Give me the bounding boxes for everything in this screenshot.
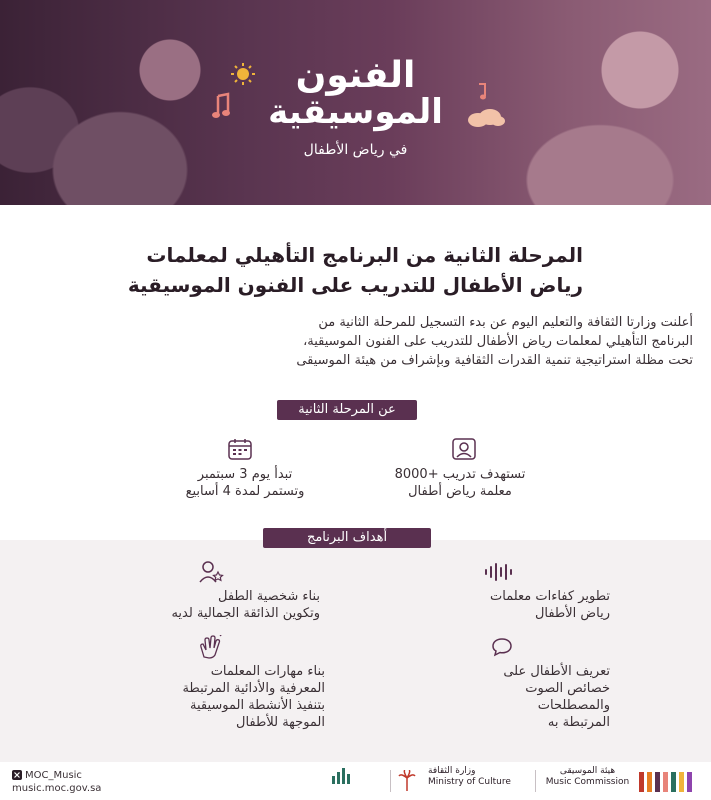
goal-2-line2: وتكوين الذائقة الجمالية لديه <box>171 606 320 621</box>
goal-3-line2: خصائص الصوت <box>525 681 610 696</box>
goal-2-line1: بناء شخصية الطفل <box>218 589 320 604</box>
goal-4-line1: بناء مهارات المعلمات <box>210 664 325 679</box>
goal-child-personality <box>85 588 320 622</box>
goal-1-line2: رياض الأطفال <box>534 606 610 621</box>
date-line1: تبدأ يوم 3 سبتمبر <box>197 467 293 482</box>
goal-4-line4: الموجهة للأطفال <box>236 715 325 730</box>
headline-line1: المرحلة الثانية من البرنامج التأهيلي لمعلمات <box>146 243 583 267</box>
music-commission-en: Music Commission <box>545 777 630 787</box>
hero-title-line2: الموسيقية <box>268 92 443 132</box>
calendar-icon <box>228 438 252 460</box>
hero-title-line1: الفنون <box>295 55 416 96</box>
headline-line2: رياض الأطفال للتدريب على الفنون الموسيقية <box>127 273 583 297</box>
ministry-en: Ministry of Culture <box>428 777 511 787</box>
intro-line3: تحت مظلة استراتيجية تنمية القدرات الثقافية وبإشراف من هيئة الموسيقى <box>296 353 693 368</box>
target-stat <box>370 466 550 500</box>
intro-paragraph <box>13 313 693 370</box>
capabilities-program-logo <box>320 766 380 790</box>
social-handle-text: MOC_Music <box>25 770 82 781</box>
goal-3-line4: المرتبطة به <box>547 715 610 730</box>
headline <box>63 240 583 300</box>
goal-3-line3: والمصطلحات <box>537 698 610 713</box>
goal-1-line1: تطوير كفاءات معلمات <box>490 589 610 604</box>
target-line1: تستهدف تدريب +8000 <box>394 467 526 482</box>
x-social-icon <box>12 770 22 780</box>
social-handle[interactable] <box>12 770 82 782</box>
hero-banner <box>0 0 711 205</box>
goals-section-tag: أهداف البرنامج <box>263 528 431 548</box>
footer-divider-2 <box>535 770 536 792</box>
phase-section-tag: عن المرحلة الثانية <box>277 400 417 420</box>
goal-4-line2: المعرفية والأدائية المرتبطة <box>182 681 325 696</box>
footer <box>0 762 711 800</box>
palm-emblem-icon <box>398 770 416 792</box>
date-stat <box>145 466 345 500</box>
intro-line1: أعلنت وزارتا الثقافة والتعليم اليوم عن بدء التسجيل للمرحلة الثانية من <box>318 315 693 330</box>
person-star-icon <box>198 560 224 584</box>
goal-develop-competencies <box>395 588 610 622</box>
target-line2: معلمة رياض أطفال <box>408 484 512 499</box>
music-commission-logo <box>545 766 630 788</box>
ministry-ar: وزارة الثقافة <box>428 766 476 776</box>
music-commission-bars-icon <box>639 772 697 792</box>
program-emblem-icon <box>330 766 370 786</box>
footer-divider-1 <box>390 770 391 792</box>
goal-4-line3: بتنفيذ الأنشطة الموسيقية <box>189 698 325 713</box>
intro-line2: البرنامج التأهيلي لمعلمات رياض الأطفال للتدريب على الفنون الموسيقية، <box>303 334 693 349</box>
ministry-of-culture-logo <box>428 766 538 788</box>
goal-introduce-sound <box>385 663 610 731</box>
hero-subtitle: في رياض الأطفال <box>303 142 408 158</box>
music-commission-ar: هيئة الموسيقى <box>559 766 616 776</box>
chat-bubble-icon <box>491 637 513 657</box>
goal-teacher-skills <box>85 663 325 731</box>
teacher-icon <box>452 438 476 460</box>
goal-3-line1: تعريف الأطفال على <box>503 664 610 679</box>
clapping-hands-icon <box>198 635 224 659</box>
sound-wave-icon <box>484 563 514 581</box>
website-url[interactable]: music.moc.gov.sa <box>12 783 102 794</box>
date-line2: وتستمر لمدة 4 أسابيع <box>185 484 305 499</box>
